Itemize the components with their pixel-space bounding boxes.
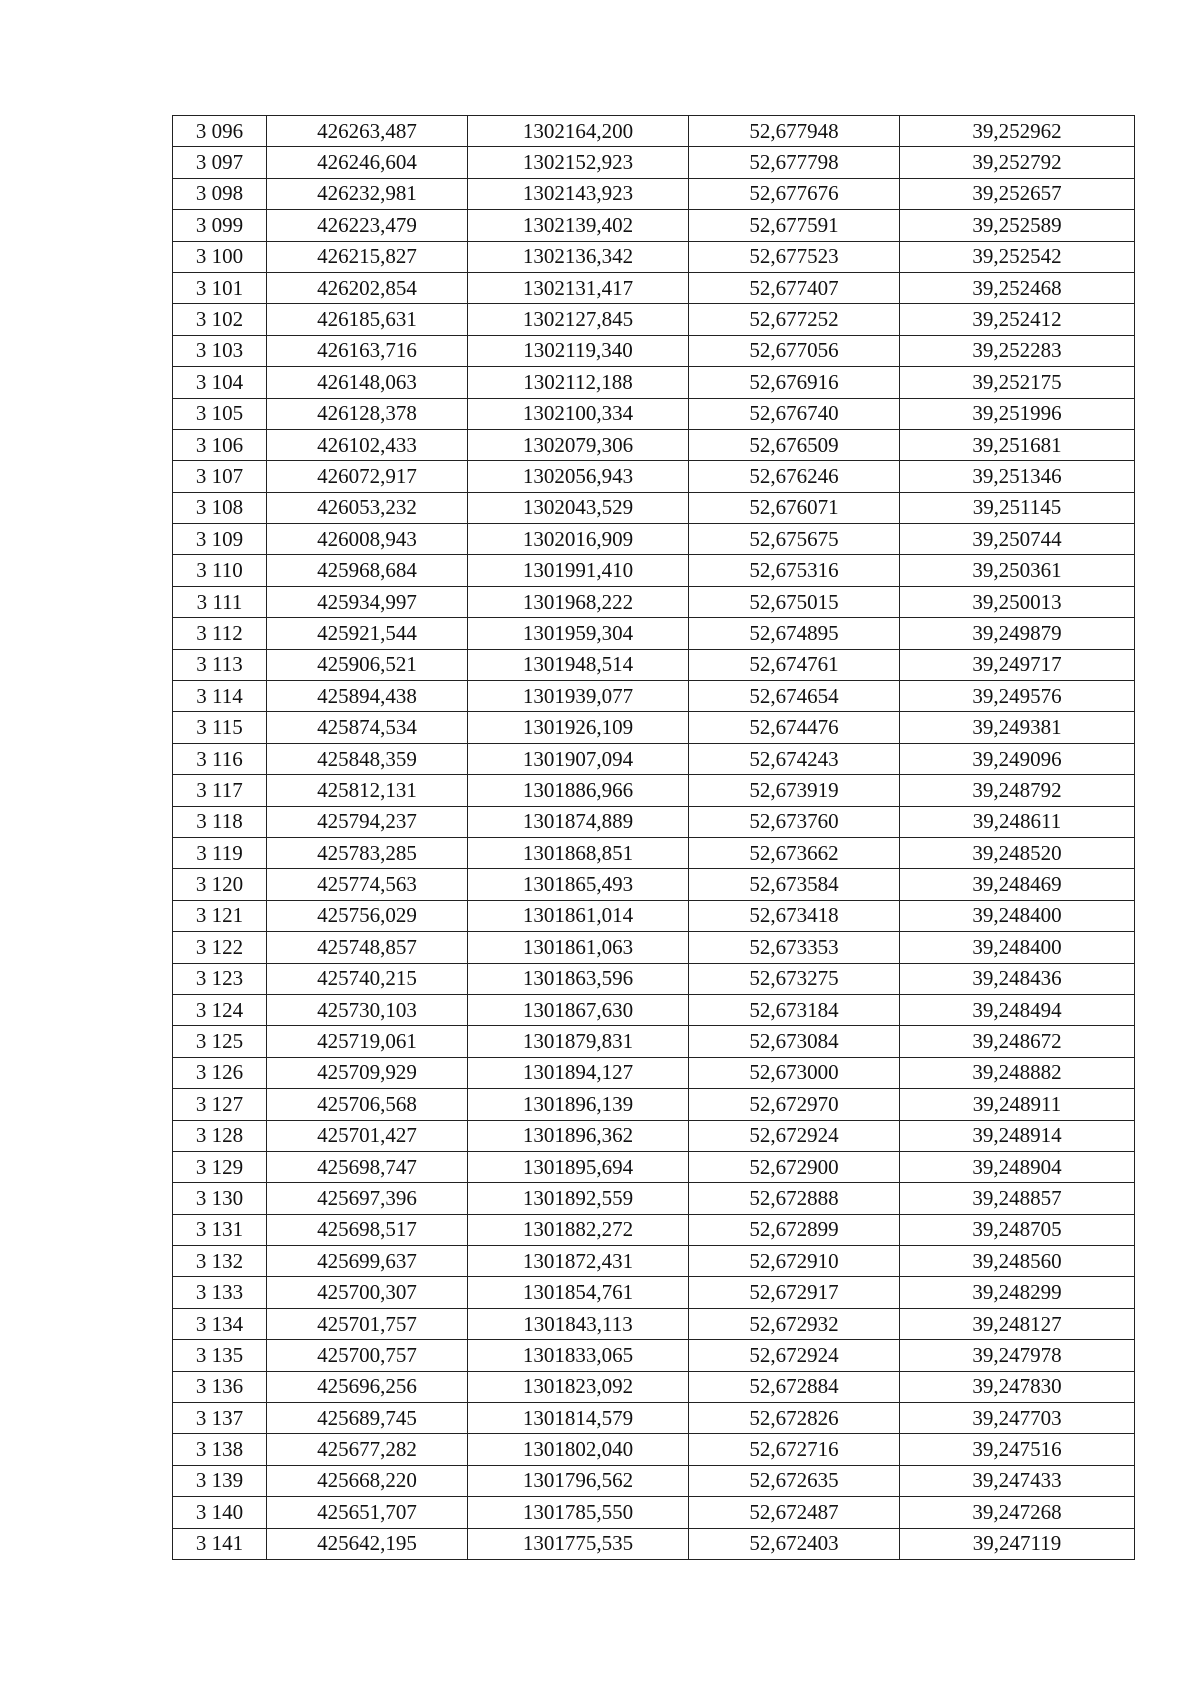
table-row — [173, 1277, 1135, 1308]
table-row — [173, 932, 1135, 963]
latitude-cell: 52,677252 — [689, 304, 900, 335]
y-coordinate-cell: 1301843,113 — [468, 1308, 689, 1339]
point-number-cell: 3 111 — [173, 586, 267, 617]
table-row — [173, 1246, 1135, 1277]
point-number-cell: 3 127 — [173, 1089, 267, 1120]
x-coordinate-cell: 425921,544 — [267, 618, 468, 649]
latitude-cell: 52,674895 — [689, 618, 900, 649]
y-coordinate-cell: 1301863,596 — [468, 963, 689, 994]
point-number-cell: 3 113 — [173, 649, 267, 680]
latitude-cell: 52,672487 — [689, 1497, 900, 1528]
point-number-cell: 3 123 — [173, 963, 267, 994]
table-row — [173, 994, 1135, 1025]
table-row — [173, 241, 1135, 272]
latitude-cell: 52,675675 — [689, 524, 900, 555]
point-number-cell: 3 104 — [173, 367, 267, 398]
y-coordinate-cell: 1301861,063 — [468, 932, 689, 963]
x-coordinate-cell: 425706,568 — [267, 1089, 468, 1120]
y-coordinate-cell: 1301874,889 — [468, 806, 689, 837]
table-row — [173, 1089, 1135, 1120]
y-coordinate-cell: 1302164,200 — [468, 116, 689, 147]
longitude-cell: 39,249717 — [900, 649, 1135, 680]
table-row — [173, 618, 1135, 649]
x-coordinate-cell: 425894,438 — [267, 681, 468, 712]
latitude-cell: 52,673084 — [689, 1026, 900, 1057]
latitude-cell: 52,675015 — [689, 586, 900, 617]
longitude-cell: 39,247978 — [900, 1340, 1135, 1371]
longitude-cell: 39,247119 — [900, 1528, 1135, 1559]
x-coordinate-cell: 426102,433 — [267, 429, 468, 460]
y-coordinate-cell: 1301894,127 — [468, 1057, 689, 1088]
point-number-cell: 3 121 — [173, 900, 267, 931]
latitude-cell: 52,677948 — [689, 116, 900, 147]
y-coordinate-cell: 1302119,340 — [468, 335, 689, 366]
x-coordinate-cell: 425642,195 — [267, 1528, 468, 1559]
x-coordinate-cell: 425698,747 — [267, 1151, 468, 1182]
latitude-cell: 52,672924 — [689, 1120, 900, 1151]
longitude-cell: 39,248127 — [900, 1308, 1135, 1339]
table-row — [173, 869, 1135, 900]
y-coordinate-cell: 1301896,139 — [468, 1089, 689, 1120]
point-number-cell: 3 130 — [173, 1183, 267, 1214]
x-coordinate-cell: 425701,757 — [267, 1308, 468, 1339]
y-coordinate-cell: 1301833,065 — [468, 1340, 689, 1371]
longitude-cell: 39,248792 — [900, 775, 1135, 806]
table-row — [173, 1434, 1135, 1465]
point-number-cell: 3 115 — [173, 712, 267, 743]
longitude-cell: 39,252542 — [900, 241, 1135, 272]
x-coordinate-cell: 426008,943 — [267, 524, 468, 555]
point-number-cell: 3 103 — [173, 335, 267, 366]
latitude-cell: 52,674476 — [689, 712, 900, 743]
latitude-cell: 52,676740 — [689, 398, 900, 429]
point-number-cell: 3 118 — [173, 806, 267, 837]
latitude-cell: 52,672932 — [689, 1308, 900, 1339]
latitude-cell: 52,672899 — [689, 1214, 900, 1245]
point-number-cell: 3 135 — [173, 1340, 267, 1371]
y-coordinate-cell: 1302112,188 — [468, 367, 689, 398]
x-coordinate-cell: 425934,997 — [267, 586, 468, 617]
table-row — [173, 712, 1135, 743]
y-coordinate-cell: 1301948,514 — [468, 649, 689, 680]
table-row — [173, 681, 1135, 712]
x-coordinate-cell: 425756,029 — [267, 900, 468, 931]
x-coordinate-cell: 425699,637 — [267, 1246, 468, 1277]
point-number-cell: 3 110 — [173, 555, 267, 586]
y-coordinate-cell: 1301872,431 — [468, 1246, 689, 1277]
longitude-cell: 39,247268 — [900, 1497, 1135, 1528]
y-coordinate-cell: 1301867,630 — [468, 994, 689, 1025]
y-coordinate-cell: 1301823,092 — [468, 1371, 689, 1402]
latitude-cell: 52,677591 — [689, 210, 900, 241]
x-coordinate-cell: 425651,707 — [267, 1497, 468, 1528]
latitude-cell: 52,677523 — [689, 241, 900, 272]
latitude-cell: 52,672826 — [689, 1403, 900, 1434]
x-coordinate-cell: 425748,857 — [267, 932, 468, 963]
longitude-cell: 39,248436 — [900, 963, 1135, 994]
coordinates-table-body — [173, 116, 1135, 1560]
longitude-cell: 39,248904 — [900, 1151, 1135, 1182]
point-number-cell: 3 137 — [173, 1403, 267, 1434]
latitude-cell: 52,673584 — [689, 869, 900, 900]
y-coordinate-cell: 1301991,410 — [468, 555, 689, 586]
x-coordinate-cell: 425794,237 — [267, 806, 468, 837]
latitude-cell: 52,673275 — [689, 963, 900, 994]
y-coordinate-cell: 1302131,417 — [468, 272, 689, 303]
y-coordinate-cell: 1302079,306 — [468, 429, 689, 460]
y-coordinate-cell: 1302127,845 — [468, 304, 689, 335]
x-coordinate-cell: 426185,631 — [267, 304, 468, 335]
point-number-cell: 3 129 — [173, 1151, 267, 1182]
point-number-cell: 3 108 — [173, 492, 267, 523]
table-row — [173, 1308, 1135, 1339]
y-coordinate-cell: 1301785,550 — [468, 1497, 689, 1528]
longitude-cell: 39,247830 — [900, 1371, 1135, 1402]
table-row — [173, 147, 1135, 178]
latitude-cell: 52,674654 — [689, 681, 900, 712]
point-number-cell: 3 117 — [173, 775, 267, 806]
point-number-cell: 3 097 — [173, 147, 267, 178]
latitude-cell: 52,673353 — [689, 932, 900, 963]
longitude-cell: 39,251996 — [900, 398, 1135, 429]
x-coordinate-cell: 425848,359 — [267, 743, 468, 774]
table-row — [173, 492, 1135, 523]
latitude-cell: 52,673418 — [689, 900, 900, 931]
x-coordinate-cell: 425740,215 — [267, 963, 468, 994]
x-coordinate-cell: 426148,063 — [267, 367, 468, 398]
latitude-cell: 52,672884 — [689, 1371, 900, 1402]
longitude-cell: 39,248400 — [900, 932, 1135, 963]
x-coordinate-cell: 425696,256 — [267, 1371, 468, 1402]
latitude-cell: 52,672403 — [689, 1528, 900, 1559]
point-number-cell: 3 141 — [173, 1528, 267, 1559]
table-row — [173, 335, 1135, 366]
y-coordinate-cell: 1302152,923 — [468, 147, 689, 178]
point-number-cell: 3 119 — [173, 837, 267, 868]
longitude-cell: 39,247516 — [900, 1434, 1135, 1465]
longitude-cell: 39,248882 — [900, 1057, 1135, 1088]
table-row — [173, 555, 1135, 586]
table-row — [173, 586, 1135, 617]
point-number-cell: 3 136 — [173, 1371, 267, 1402]
x-coordinate-cell: 425709,929 — [267, 1057, 468, 1088]
y-coordinate-cell: 1302136,342 — [468, 241, 689, 272]
x-coordinate-cell: 425812,131 — [267, 775, 468, 806]
table-row — [173, 178, 1135, 209]
latitude-cell: 52,673760 — [689, 806, 900, 837]
latitude-cell: 52,672888 — [689, 1183, 900, 1214]
longitude-cell: 39,252175 — [900, 367, 1135, 398]
table-row — [173, 398, 1135, 429]
point-number-cell: 3 120 — [173, 869, 267, 900]
table-row — [173, 900, 1135, 931]
longitude-cell: 39,252468 — [900, 272, 1135, 303]
y-coordinate-cell: 1301959,304 — [468, 618, 689, 649]
y-coordinate-cell: 1301886,966 — [468, 775, 689, 806]
longitude-cell: 39,250013 — [900, 586, 1135, 617]
table-row — [173, 210, 1135, 241]
point-number-cell: 3 107 — [173, 461, 267, 492]
longitude-cell: 39,249576 — [900, 681, 1135, 712]
y-coordinate-cell: 1301896,362 — [468, 1120, 689, 1151]
y-coordinate-cell: 1301868,851 — [468, 837, 689, 868]
y-coordinate-cell: 1301879,831 — [468, 1026, 689, 1057]
table-row — [173, 1340, 1135, 1371]
point-number-cell: 3 106 — [173, 429, 267, 460]
x-coordinate-cell: 426128,378 — [267, 398, 468, 429]
longitude-cell: 39,248520 — [900, 837, 1135, 868]
latitude-cell: 52,676246 — [689, 461, 900, 492]
x-coordinate-cell: 425697,396 — [267, 1183, 468, 1214]
table-row — [173, 429, 1135, 460]
point-number-cell: 3 096 — [173, 116, 267, 147]
longitude-cell: 39,252657 — [900, 178, 1135, 209]
y-coordinate-cell: 1302139,402 — [468, 210, 689, 241]
coordinates-table — [172, 115, 1135, 1560]
table-row — [173, 806, 1135, 837]
y-coordinate-cell: 1302056,943 — [468, 461, 689, 492]
longitude-cell: 39,251681 — [900, 429, 1135, 460]
y-coordinate-cell: 1302143,923 — [468, 178, 689, 209]
point-number-cell: 3 101 — [173, 272, 267, 303]
y-coordinate-cell: 1301865,493 — [468, 869, 689, 900]
point-number-cell: 3 099 — [173, 210, 267, 241]
longitude-cell: 39,248672 — [900, 1026, 1135, 1057]
point-number-cell: 3 109 — [173, 524, 267, 555]
point-number-cell: 3 134 — [173, 1308, 267, 1339]
x-coordinate-cell: 425968,684 — [267, 555, 468, 586]
latitude-cell: 52,672917 — [689, 1277, 900, 1308]
table-row — [173, 1497, 1135, 1528]
point-number-cell: 3 105 — [173, 398, 267, 429]
longitude-cell: 39,252962 — [900, 116, 1135, 147]
x-coordinate-cell: 425701,427 — [267, 1120, 468, 1151]
y-coordinate-cell: 1301796,562 — [468, 1465, 689, 1496]
y-coordinate-cell: 1301968,222 — [468, 586, 689, 617]
x-coordinate-cell: 425677,282 — [267, 1434, 468, 1465]
table-row — [173, 461, 1135, 492]
table-row — [173, 649, 1135, 680]
table-row — [173, 837, 1135, 868]
x-coordinate-cell: 425668,220 — [267, 1465, 468, 1496]
table-row — [173, 304, 1135, 335]
y-coordinate-cell: 1301926,109 — [468, 712, 689, 743]
table-row — [173, 1057, 1135, 1088]
point-number-cell: 3 122 — [173, 932, 267, 963]
point-number-cell: 3 133 — [173, 1277, 267, 1308]
latitude-cell: 52,672910 — [689, 1246, 900, 1277]
point-number-cell: 3 140 — [173, 1497, 267, 1528]
x-coordinate-cell: 426053,232 — [267, 492, 468, 523]
latitude-cell: 52,677676 — [689, 178, 900, 209]
latitude-cell: 52,672970 — [689, 1089, 900, 1120]
y-coordinate-cell: 1301854,761 — [468, 1277, 689, 1308]
point-number-cell: 3 114 — [173, 681, 267, 712]
longitude-cell: 39,248611 — [900, 806, 1135, 837]
table-row — [173, 1120, 1135, 1151]
point-number-cell: 3 132 — [173, 1246, 267, 1277]
y-coordinate-cell: 1301814,579 — [468, 1403, 689, 1434]
table-row — [173, 1403, 1135, 1434]
point-number-cell: 3 100 — [173, 241, 267, 272]
point-number-cell: 3 126 — [173, 1057, 267, 1088]
table-row — [173, 775, 1135, 806]
x-coordinate-cell: 425730,103 — [267, 994, 468, 1025]
x-coordinate-cell: 425874,534 — [267, 712, 468, 743]
table-row — [173, 524, 1135, 555]
table-row — [173, 116, 1135, 147]
point-number-cell: 3 102 — [173, 304, 267, 335]
x-coordinate-cell: 426072,917 — [267, 461, 468, 492]
table-row — [173, 1183, 1135, 1214]
x-coordinate-cell: 425689,745 — [267, 1403, 468, 1434]
longitude-cell: 39,250361 — [900, 555, 1135, 586]
y-coordinate-cell: 1301892,559 — [468, 1183, 689, 1214]
point-number-cell: 3 131 — [173, 1214, 267, 1245]
x-coordinate-cell: 426232,981 — [267, 178, 468, 209]
x-coordinate-cell: 426263,487 — [267, 116, 468, 147]
longitude-cell: 39,247433 — [900, 1465, 1135, 1496]
point-number-cell: 3 124 — [173, 994, 267, 1025]
latitude-cell: 52,677798 — [689, 147, 900, 178]
longitude-cell: 39,252412 — [900, 304, 1135, 335]
x-coordinate-cell: 426246,604 — [267, 147, 468, 178]
x-coordinate-cell: 425698,517 — [267, 1214, 468, 1245]
longitude-cell: 39,248914 — [900, 1120, 1135, 1151]
y-coordinate-cell: 1302016,909 — [468, 524, 689, 555]
longitude-cell: 39,248857 — [900, 1183, 1135, 1214]
x-coordinate-cell: 425700,307 — [267, 1277, 468, 1308]
y-coordinate-cell: 1301895,694 — [468, 1151, 689, 1182]
latitude-cell: 52,672635 — [689, 1465, 900, 1496]
longitude-cell: 39,252792 — [900, 147, 1135, 178]
y-coordinate-cell: 1301907,094 — [468, 743, 689, 774]
point-number-cell: 3 125 — [173, 1026, 267, 1057]
longitude-cell: 39,249879 — [900, 618, 1135, 649]
latitude-cell: 52,673662 — [689, 837, 900, 868]
table-row — [173, 272, 1135, 303]
x-coordinate-cell: 426163,716 — [267, 335, 468, 366]
y-coordinate-cell: 1301939,077 — [468, 681, 689, 712]
point-number-cell: 3 139 — [173, 1465, 267, 1496]
latitude-cell: 52,677056 — [689, 335, 900, 366]
table-row — [173, 743, 1135, 774]
longitude-cell: 39,248705 — [900, 1214, 1135, 1245]
y-coordinate-cell: 1301861,014 — [468, 900, 689, 931]
longitude-cell: 39,252283 — [900, 335, 1135, 366]
longitude-cell: 39,248494 — [900, 994, 1135, 1025]
table-row — [173, 963, 1135, 994]
x-coordinate-cell: 425906,521 — [267, 649, 468, 680]
table-row — [173, 367, 1135, 398]
x-coordinate-cell: 425700,757 — [267, 1340, 468, 1371]
table-row — [173, 1151, 1135, 1182]
latitude-cell: 52,672900 — [689, 1151, 900, 1182]
latitude-cell: 52,672716 — [689, 1434, 900, 1465]
table-row — [173, 1026, 1135, 1057]
x-coordinate-cell: 425774,563 — [267, 869, 468, 900]
y-coordinate-cell: 1301802,040 — [468, 1434, 689, 1465]
latitude-cell: 52,674243 — [689, 743, 900, 774]
longitude-cell: 39,248400 — [900, 900, 1135, 931]
longitude-cell: 39,248560 — [900, 1246, 1135, 1277]
x-coordinate-cell: 426202,854 — [267, 272, 468, 303]
longitude-cell: 39,252589 — [900, 210, 1135, 241]
longitude-cell: 39,247703 — [900, 1403, 1135, 1434]
longitude-cell: 39,248469 — [900, 869, 1135, 900]
y-coordinate-cell: 1301775,535 — [468, 1528, 689, 1559]
longitude-cell: 39,250744 — [900, 524, 1135, 555]
table-row — [173, 1528, 1135, 1559]
x-coordinate-cell: 425719,061 — [267, 1026, 468, 1057]
y-coordinate-cell: 1301882,272 — [468, 1214, 689, 1245]
latitude-cell: 52,673000 — [689, 1057, 900, 1088]
latitude-cell: 52,672924 — [689, 1340, 900, 1371]
point-number-cell: 3 116 — [173, 743, 267, 774]
latitude-cell: 52,673184 — [689, 994, 900, 1025]
longitude-cell: 39,249381 — [900, 712, 1135, 743]
y-coordinate-cell: 1302043,529 — [468, 492, 689, 523]
longitude-cell: 39,248911 — [900, 1089, 1135, 1120]
point-number-cell: 3 128 — [173, 1120, 267, 1151]
latitude-cell: 52,676916 — [689, 367, 900, 398]
longitude-cell: 39,249096 — [900, 743, 1135, 774]
point-number-cell: 3 098 — [173, 178, 267, 209]
table-row — [173, 1371, 1135, 1402]
x-coordinate-cell: 425783,285 — [267, 837, 468, 868]
longitude-cell: 39,251145 — [900, 492, 1135, 523]
longitude-cell: 39,251346 — [900, 461, 1135, 492]
latitude-cell: 52,677407 — [689, 272, 900, 303]
longitude-cell: 39,248299 — [900, 1277, 1135, 1308]
latitude-cell: 52,676509 — [689, 429, 900, 460]
x-coordinate-cell: 426215,827 — [267, 241, 468, 272]
table-row — [173, 1214, 1135, 1245]
latitude-cell: 52,674761 — [689, 649, 900, 680]
latitude-cell: 52,676071 — [689, 492, 900, 523]
point-number-cell: 3 138 — [173, 1434, 267, 1465]
y-coordinate-cell: 1302100,334 — [468, 398, 689, 429]
point-number-cell: 3 112 — [173, 618, 267, 649]
latitude-cell: 52,675316 — [689, 555, 900, 586]
latitude-cell: 52,673919 — [689, 775, 900, 806]
x-coordinate-cell: 426223,479 — [267, 210, 468, 241]
table-row — [173, 1465, 1135, 1496]
